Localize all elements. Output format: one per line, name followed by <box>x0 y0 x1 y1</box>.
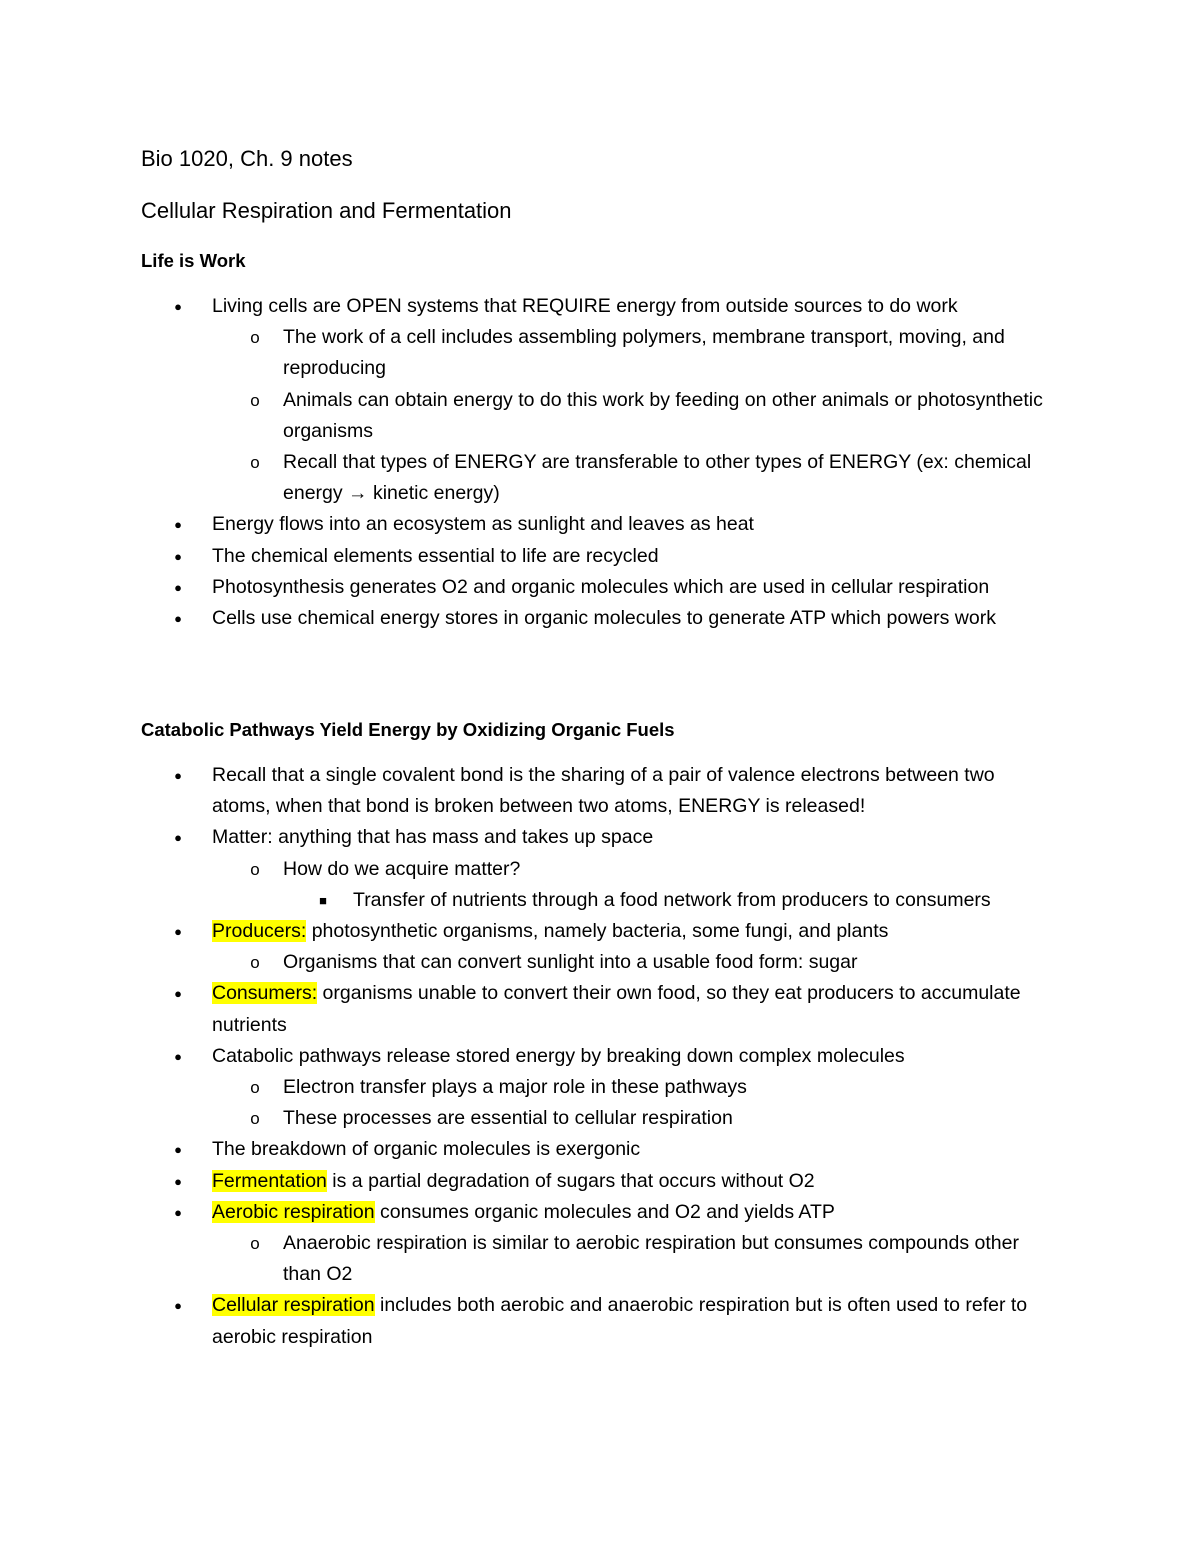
list-item: ● Aerobic respiration consumes organic molecules and O2 and yields ATP <box>0 1197 1200 1228</box>
list-item: o Organisms that can convert sunlight into a usable food form: sugar <box>0 947 1200 978</box>
section-heading-catabolic-pathways: Catabolic Pathways Yield Energy by Oxidizing Organic Fuels <box>141 719 675 740</box>
highlighted-term: Fermentation <box>212 1169 327 1192</box>
list-item: o Electron transfer plays a major role in these pathways <box>0 1072 1200 1103</box>
list-item: o Anaerobic respiration is similar to aerobic respiration but consumes compounds other than O2 <box>0 1228 1200 1290</box>
list-item: ● The chemical elements essential to life are recycled <box>0 541 1200 572</box>
list-item: ● Matter: anything that has mass and takes up space <box>0 822 1200 853</box>
bullet-marker: ● <box>174 548 182 564</box>
chapter-title: Cellular Respiration and Fermentation <box>141 198 512 223</box>
list-item: ● Living cells are OPEN systems that REQUIRE energy from outside sources to do work <box>0 291 1200 322</box>
list-item: o Animals can obtain energy to do this work by feeding on other animals or photosynthetic organisms <box>0 385 1200 447</box>
circle-marker: o <box>250 390 260 410</box>
circle-marker: o <box>250 1078 260 1098</box>
list-item: ● Fermentation is a partial degradation of sugars that occurs without O2 <box>0 1166 1200 1197</box>
bullet-marker: ● <box>174 1142 182 1158</box>
bullet-marker: ● <box>174 1204 182 1220</box>
bullet-marker: ● <box>174 830 182 846</box>
section-list-life-is-work <box>0 291 1200 634</box>
bullet-marker: ● <box>174 579 182 595</box>
bullet-marker: ● <box>174 1298 182 1314</box>
list-item: ● Producers: photosynthetic organisms, namely bacteria, some fungi, and plants <box>0 916 1200 947</box>
list-item: ● Cells use chemical energy stores in organic molecules to generate ATP which powers work <box>0 603 1200 634</box>
list-item: ● Energy flows into an ecosystem as sunlight and leaves as heat <box>0 509 1200 540</box>
list-item: ● Recall that a single covalent bond is the sharing of a pair of valence electrons between two atoms, when that bond is broken between two atoms, ENERGY is released! <box>0 760 1200 822</box>
bullet-marker: ● <box>174 517 182 533</box>
list-item: ● The breakdown of organic molecules is exergonic <box>0 1134 1200 1165</box>
list-item: o How do we acquire matter? <box>0 854 1200 885</box>
list-item: o The work of a cell includes assembling polymers, membrane transport, moving, and reproducing <box>0 322 1200 384</box>
list-item: o These processes are essential to cellular respiration <box>0 1103 1200 1134</box>
square-marker: ■ <box>319 892 327 908</box>
list-item: ● Cellular respiration includes both aerobic and anaerobic respiration but is often used to refer to aerobic respiration <box>0 1290 1200 1352</box>
list-item: o Recall that types of ENERGY are transferable to other types of ENERGY (ex: chemical energy → kinetic energy) <box>0 447 1200 509</box>
highlighted-term: Consumers: <box>212 982 318 1005</box>
bullet-marker: ● <box>174 768 182 783</box>
list-item: ● Catabolic pathways release stored energy by breaking down complex molecules <box>0 1041 1200 1072</box>
bullet-marker: ● <box>174 1048 182 1064</box>
list-item: ● Consumers: organisms unable to convert their own food, so they eat producers to accumulate nutrients <box>0 978 1200 1040</box>
highlighted-term: Producers: <box>212 920 307 943</box>
list-item: ■ Transfer of nutrients through a food network from producers to consumers <box>0 885 1200 916</box>
bullet-marker: ● <box>174 611 182 627</box>
circle-marker: o <box>250 453 260 473</box>
list-item: ● Photosynthesis generates O2 and organic molecules which are used in cellular respiration <box>0 572 1200 603</box>
bullet-marker: ● <box>174 924 182 940</box>
bullet-marker: ● <box>174 299 182 314</box>
circle-marker: o <box>250 953 260 973</box>
highlighted-term: Cellular respiration <box>212 1294 375 1317</box>
circle-marker: o <box>250 1109 260 1129</box>
course-title: Bio 1020, Ch. 9 notes <box>141 146 353 171</box>
circle-marker: o <box>250 859 260 879</box>
section-list-catabolic-pathways <box>0 760 1200 1353</box>
bullet-marker: ● <box>174 986 182 1002</box>
bullet-marker: ● <box>174 1173 182 1189</box>
circle-marker: o <box>250 328 260 348</box>
highlighted-term: Aerobic respiration <box>212 1200 375 1223</box>
circle-marker: o <box>250 1234 260 1254</box>
section-heading-life-is-work: Life is Work <box>141 250 246 271</box>
